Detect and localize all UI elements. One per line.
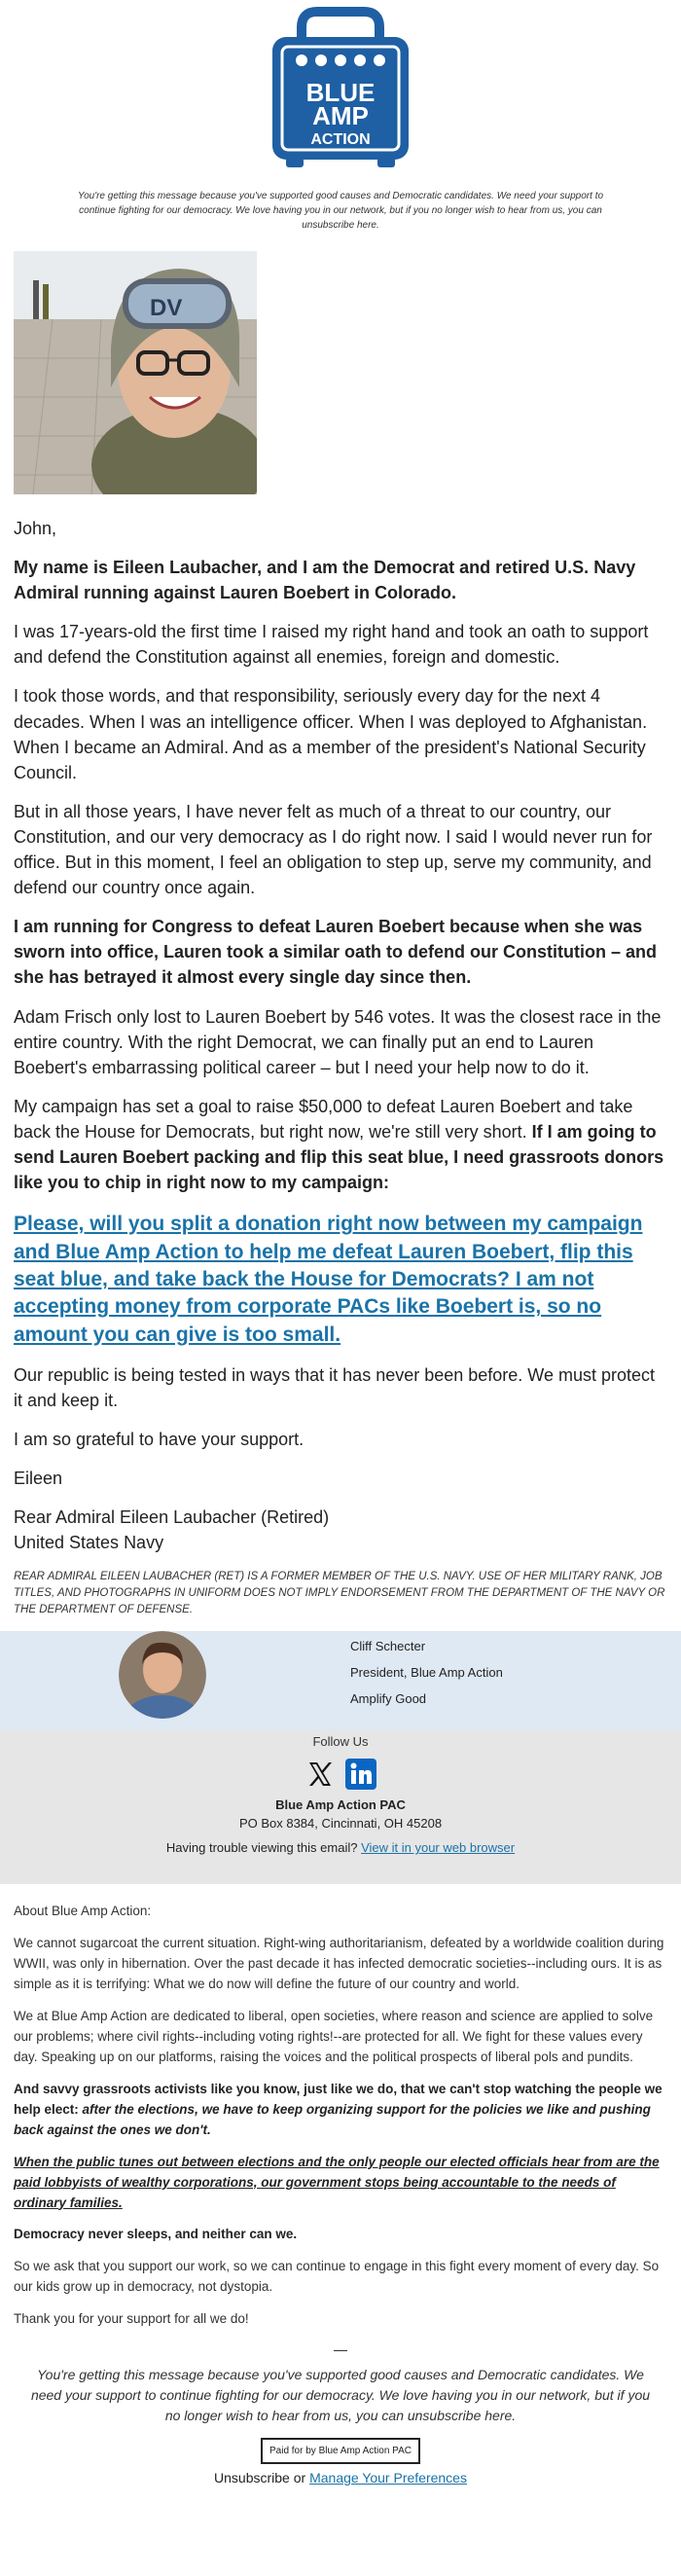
about-paragraph-support: So we ask that you support our work, so we can continue to engage in this fight every moment of every day. So our kids grow up in democracy, not dystopia.: [14, 2259, 660, 2295]
sign-org: United States Navy: [14, 1533, 164, 1553]
about-section: [0, 1884, 681, 2330]
linkedin-icon[interactable]: [345, 1759, 376, 1790]
paragraph-running: I am running for Congress to defeat Lauren Boebert because when she was sworn into office, Lauren took a similar oath to defend our Constitution – and she has betrayed it almost every single day since then.: [14, 917, 658, 988]
blue-amp-logo: [263, 6, 418, 171]
about-paragraph-thanks: Thank you for your support for all we do!: [14, 2311, 249, 2327]
about-paragraph-democracy: Democracy never sleeps, and neither can we.: [14, 2227, 298, 2242]
trouble-viewing: [0, 1840, 681, 1855]
avatar: [119, 1631, 206, 1719]
paragraph-frisch: Adam Frisch only lost to Lauren Boebert by 546 votes. It was the closest race in the entire country. With the right Democrat, we can finally put an end to Lauren Boebert's embarrassing political career – but I need your help now to do it.: [14, 1006, 662, 1077]
web-browser-link[interactable]: View it in your web browser: [361, 1840, 516, 1856]
about-paragraph-situation: We cannot sugarcoat the current situation. Right-wing authoritarianism, defeated by a worldwide coalition during WWII, was only in hibernation. Over the past decade it has infected democratic societies--including ours. It is as simple as it is terrifying: What we do now will define the future of our country and world.: [14, 1936, 664, 1992]
activists-text: And savvy grassroots activists like you know, just like we do, that we can't stop watching the people we help elect:: [14, 2081, 663, 2117]
candidate-photo: [14, 251, 257, 494]
closing-text: You're getting this message because you've supported good causes and Democratic candidates. We need your support to continue fighting for our democracy. We love having you in our network, but if you no longer wish to hear from us, you can unsubscribe here.: [30, 2367, 651, 2424]
footer: [0, 1730, 681, 1884]
paragraph-oath: I was 17-years-old the first time I raised my right hand and took an oath to support and defend the Constitution against all enemies, foreign and domestic.: [14, 622, 649, 668]
goal-ask: If I am going to send Lauren Boebert packing and flip this seat blue, I need grassroots donors like you to chip in right now to my campaign:: [14, 1121, 664, 1193]
military-disclaimer: REAR ADMIRAL EILEEN LAUBACHER (RET) IS A FORMER MEMBER OF THE U.S. NAVY. USE OF HER MILITARY RANK, JOB TITLES, AND PHOTOGRAPHS IN UNIFORM DOES NOT IMPLY ENDORSEMENT FROM THE DEPARTMENT OF THE NAVY OR THE DEPARTMENT OF DEFENSE.: [14, 1571, 665, 1615]
svg-text:AMP: AMP: [312, 101, 369, 130]
pac-address: PO Box 8384, Cincinnati, OH 45208: [238, 1816, 443, 1832]
intro-paragraph: My name is Eileen Laubacher, and I am the Democrat and retired U.S. Navy Admiral running against Lauren Boebert in Colorado.: [14, 558, 636, 603]
paid-for-badge: Paid for by Blue Amp Action PAC: [261, 2438, 420, 2464]
pac-name: Blue Amp Action PAC: [275, 1797, 406, 1813]
about-paragraph-lobbyists: When the public tunes out between elections and the only people our elected officials hear from are the paid lobbyists of wealthy corporations, our government stops being accountable to the needs of ordinary families.: [14, 2154, 660, 2210]
donate-link[interactable]: Please, will you split a donation right now between my campaign and Blue Amp Action to help me defeat Lauren Boebert, flip this seat blue, and take back the House for Democrats? I am not accepting money from corporate PACs like Boebert is, so no amount you can give is too small.: [14, 1213, 643, 1346]
follow-us-label: Follow Us: [312, 1734, 369, 1750]
preheader-text: You're getting this message because you've supported good causes and Democratic candidates. We need your support to continue fighting for our democracy. We love having you in our network, but if you no longer wish to hear from us, you can unsubscribe here.: [77, 191, 604, 231]
sign-name: Eileen: [14, 1469, 63, 1489]
activists-italic: after the elections, we have to keep organizing support for the policies we like and pushing back against the ones we don't.: [14, 2101, 651, 2137]
about-paragraph-values: We at Blue Amp Action are dedicated to liberal, open societies, where reason and science are applied to solve our problems; where civil rights--including voting rights!--are protected for all. We fight for these values every day. Speaking up on our platforms, raising the voices and the political prospects of liberal pols and pundits.: [14, 2009, 654, 2064]
about-heading: About Blue Amp Action:: [14, 1904, 152, 1919]
paragraph-threat: But in all those years, I have never felt as much of a threat to our country, our Constitution, and our very democracy as I do right now. I said I would never run for office. But in this moment, I feel an obligation to step up, serve my community, and defend our country once again.: [14, 801, 653, 898]
manage-preferences-link[interactable]: Manage Your Preferences: [309, 2470, 467, 2486]
svg-text:BLUE: BLUE: [305, 78, 376, 107]
goal-text: My campaign has set a goal to raise $50,000 to defeat Lauren Boebert and take back the House for Democrats, but right now, we're still very short.: [14, 1096, 633, 1142]
signer-name: Cliff Schecter: [350, 1639, 426, 1654]
paragraph-goal: [14, 1094, 667, 1195]
svg-text:ACTION: ACTION: [310, 131, 371, 148]
logo: [0, 0, 681, 181]
trouble-text: Having trouble viewing this email?: [165, 1840, 358, 1856]
about-paragraph-activists: [14, 2080, 667, 2141]
sign-title: Rear Admiral Eileen Laubacher (Retired): [14, 1507, 330, 1528]
paragraph-service: I took those words, and that responsibility, seriously every day for the next 4 decades. When I was an intelligence officer. When I was deployed to Afghanistan. When I became an Admiral. And as a member of the president's National Security Council.: [14, 686, 648, 782]
svg-text:DV: DV: [150, 295, 183, 321]
divider: —: [334, 2341, 347, 2358]
x-icon[interactable]: [305, 1759, 336, 1790]
paragraph-grateful: I am so grateful to have your support.: [14, 1430, 305, 1450]
unsubscribe-line: [0, 2470, 681, 2486]
signer-tagline: Amplify Good: [350, 1691, 427, 1707]
social-links: [0, 1759, 681, 1790]
greeting: John,: [14, 519, 57, 538]
unsubscribe-link[interactable]: Unsubscribe or: [214, 2470, 310, 2486]
paragraph-republic: Our republic is being tested in ways that it has never been before. We must protect it and keep it.: [14, 1364, 656, 1410]
signature-block: [0, 1631, 681, 1730]
letter-body: [0, 516, 681, 1617]
signer-role: President, Blue Amp Action: [350, 1665, 503, 1681]
